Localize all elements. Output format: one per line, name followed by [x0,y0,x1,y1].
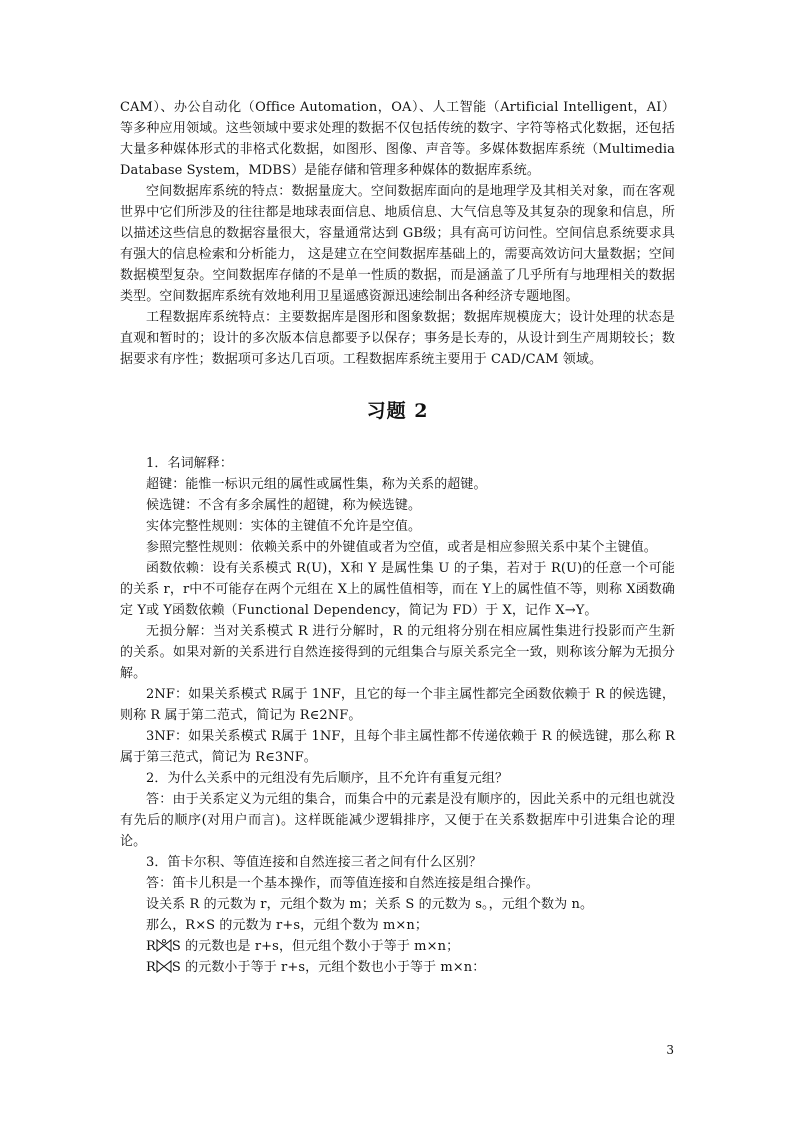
question-3-line-1: 设关系 R 的元数为 r，元组个数为 m；关系 S 的元数为 s。，元组个数为 n。 [146,897,594,912]
question-3-line-3-text: S 的元数也是 r+s，但元组个数小于等于 m×n； [171,939,460,954]
question-3-answer: 答：笛卡儿积是一个基本操作，而等值连接和自然连接是组合操作。 [146,876,540,891]
question-3-line-3 [120,936,675,957]
paragraph-spatial-db: 空间数据库系统的特点：数据量庞大。空间数据库面向的是地理学及其相关对象，而在客观世界中它们所涉及的往往都是地球表面信息、地质信息、大气信息等及其复杂的现象和信息，所以描述这些信息的数据容量很大，容量通常达到 GB级；具有高可访问性。空间信息系统要求具有强大的信息检索和分析能力， 这是建立在空间数据库基础上的，需要高效访问大量数据；空间数据模型复杂。空间数据库存储的不是单一性质的数据，而是涵盖了几乎所有与地理相关的数据类型。空间数据库系统有效地利用卫星遥感资源迅速绘制出各种经济专题地图。 [120,184,675,304]
question-3-title: 3．笛卡尔积、等值连接和自然连接三者之间有什么区别？ [146,855,482,870]
relation-r-label: R [146,939,156,954]
question-2-answer: 答：由于关系定义为元组的集合，而集合中的元素是没有顺序的，因此关系中的元组也就没有先后的顺序(对用户而言)。这样既能减少逻辑排序，又便于在关系数据库中引进集合论的理论。 [120,792,675,849]
definition-lossless-decomposition: 无损分解：当对关系模式 R 进行分解时，R 的元组将分别在相应属性集进行投影而产生新的关系。如果对新的关系进行自然连接得到的元组集合与原关系完全一致，则称该分解为无损分解。 [120,624,675,681]
theta-join-icon [156,939,172,952]
definition-superkey: 超键：能惟一标识元组的属性或属性集，称为关系的超键。 [146,477,487,492]
definition-2nf: 2NF：如果关系模式 R属于 1NF，且它的每一个非主属性都完全函数依赖于 R 的候选键，则称 R 属于第二范式，简记为 R∈2NF。 [120,687,675,723]
definition-referential-integrity: 参照完整性规则：依赖关系中的外键值或者为空值，或者是相应参照关系中某个主键值。 [146,540,657,555]
definition-3nf: 3NF：如果关系模式 R属于 1NF，且每个非主属性都不传递依赖于 R 的候选键，那么称 R属于第三范式，简记为 R∈3NF。 [120,729,675,765]
natural-join-icon [156,960,172,973]
question-1-title: 1．名词解释： [146,456,233,471]
question-3-line-2: 那么，R×S 的元数为 r+s，元组个数为 m×n； [146,918,428,933]
page-content [120,97,675,978]
page-number: 3 [666,1043,674,1057]
definition-candidate-key: 候选键：不含有多余属性的超键，称为候选键。 [146,498,422,513]
question-3-line-4 [120,957,675,978]
paragraph-multimedia-db: CAM）、办公自动化（Office Automation，OA）、人工智能（Artificial Intelligent，AI）等多种应用领域。这些领域中要求处理的数据不仅包括传统的数字、字符等格式化数据，还包括大量多种媒体形式的非格式化数据，如图形、图像、声音等。多媒体数据库系统（Multimedia Database System，MDBS）是能存储和管理多种媒体的数据库系统。 [120,100,675,178]
definition-entity-integrity: 实体完整性规则：实体的主键值不允许是空值。 [146,519,422,534]
definition-functional-dependency: 函数依赖：设有关系模式 R(U)，X和 Y 是属性集 U 的子集，若对于 R(U)的任意一个可能的关系 r，r中不可能存在两个元组在 X上的属性值相等，而在 Y上的属性值不等，则称 X函数确定 Y或 Y函数依赖（Functional Dependency，简记为 FD）于 X，记作 X→Y。 [120,561,675,618]
question-3-line-4-text: S 的元数小于等于 r+s，元组个数也小于等于 m×n： [171,960,486,975]
paragraph-engineering-db: 工程数据库系统特点：主要数据库是图形和图象数据；数据库规模庞大；设计处理的状态是直观和暂时的；设计的多次版本信息都要予以保存；事务是长寿的，从设计到生产周期较长；数据要求有序性；数据项可多达几百项。工程数据库系统主要用于 CAD/CAM 领域。 [120,310,675,367]
section-title: 习题 2 [366,400,429,422]
question-2-title: 2．为什么关系中的元组没有先后顺序，且不允许有重复元组？ [146,771,509,786]
relation-r-label: R [146,960,156,975]
